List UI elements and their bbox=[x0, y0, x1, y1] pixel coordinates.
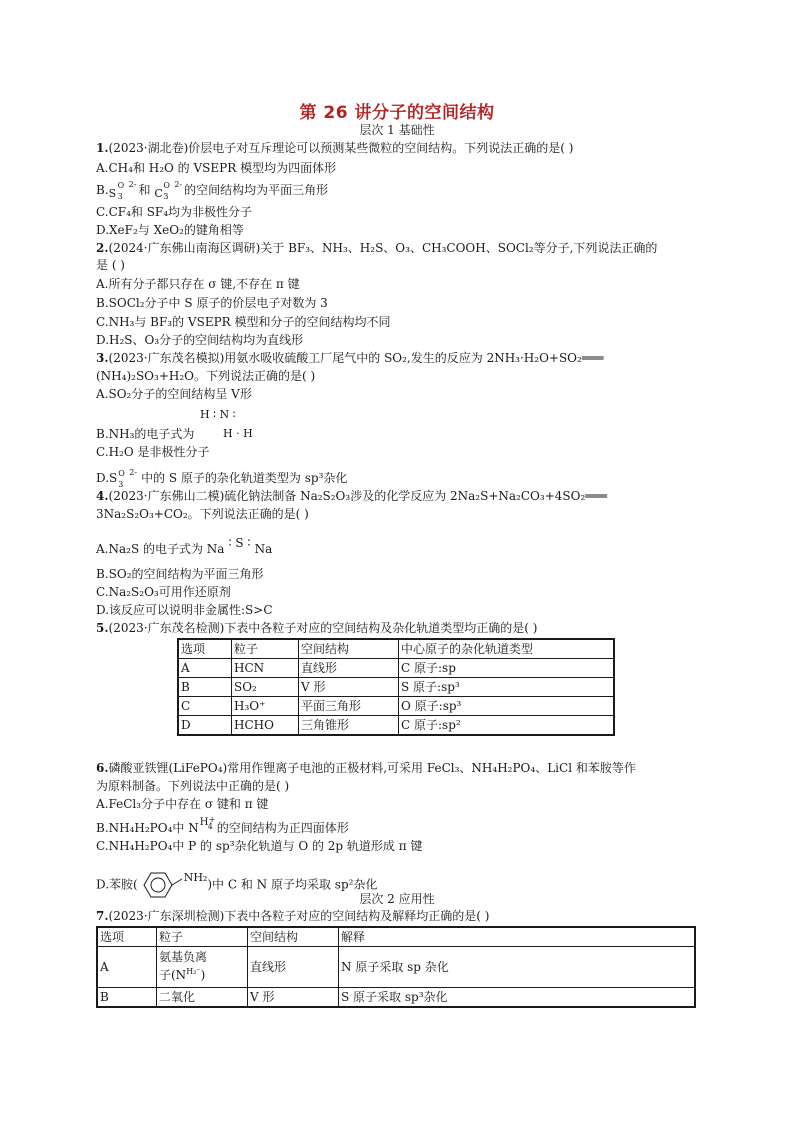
q2-option-b: B.SOCl₂分子中 S 原子的价层电子对数为 3 bbox=[96, 296, 328, 310]
q6-stem-text: 磷酸亚铁锂(LiFePO₄)常用作锂离子电池的正极材料,可采用 FeCl₃、NH₄H₂PO₄、LiCl 和苯胺等作 bbox=[108, 761, 636, 775]
header-cell: 粒子 bbox=[157, 927, 248, 947]
q3-stem-line1 bbox=[96, 350, 604, 366]
so3-ion: S O 3 2- bbox=[108, 179, 137, 201]
q2-stem-line1 bbox=[96, 240, 657, 256]
q3-stem-text: (2023·广东茂名模拟)用氨水吸收硫酸工厂尾气中的 SO₂,发生的反应为 2NH₃·H₂O+SO₂═══ bbox=[108, 351, 604, 365]
nh2-ion-superscript: H₂⁻ bbox=[186, 967, 201, 976]
q3-d-prefix: D.S bbox=[96, 471, 118, 485]
q1-b-and: 和 bbox=[138, 183, 151, 197]
header-cell: 空间结构 bbox=[248, 927, 339, 947]
q6-option-c: C.NH₄H₂PO₄中 P 的 sp³杂化轨道与 O 的 2p 轨道形成 π 键 bbox=[96, 839, 423, 853]
table-cell: B bbox=[178, 678, 232, 697]
q4-stem-line1 bbox=[96, 488, 607, 504]
q3-d-suffix: 中的 S 原子的杂化轨道类型为 sp³杂化 bbox=[141, 471, 348, 485]
q6-stem-line2: 为原料制备。下列说法中正确的是( ) bbox=[96, 779, 290, 793]
table-cell: B bbox=[97, 988, 157, 1008]
q3-number: 3. bbox=[96, 351, 109, 365]
q1-stem bbox=[96, 140, 573, 156]
q4-number: 4. bbox=[96, 489, 109, 503]
level-2-heading: 层次 2 应用性 bbox=[359, 892, 435, 906]
q1-option-b bbox=[96, 179, 329, 201]
q6-option-b bbox=[96, 814, 349, 837]
q2-stem-text: (2024·广东佛山南海区调研)关于 BF₃、NH₃、H₂S、O₃、CH₃COOH、SOCl₂等分子,下列说法正确的 bbox=[108, 241, 658, 255]
table-cell: HCN bbox=[232, 659, 299, 678]
q4-stem-line2: 3Na₂S₂O₃+CO₂。下列说法正确的是( ) bbox=[96, 507, 309, 521]
q4-option-b: B.SO₂的空间结构为平面三角形 bbox=[96, 567, 264, 581]
q1-number: 1. bbox=[96, 141, 109, 155]
q7-stem bbox=[96, 908, 489, 924]
particle-line2-text: 子(N bbox=[159, 968, 187, 982]
q6-number: 6. bbox=[96, 761, 109, 775]
table-row bbox=[178, 659, 614, 678]
table-header-row bbox=[178, 639, 614, 659]
q3-option-b: B.NH₃的电子式为 bbox=[96, 427, 195, 441]
table-cell: V 形 bbox=[299, 678, 399, 697]
q4-a-suffix: Na bbox=[254, 542, 273, 556]
table-header-row bbox=[97, 927, 695, 947]
q7-table bbox=[96, 926, 696, 1008]
q6-d-prefix: D.苯胺( bbox=[96, 877, 138, 892]
q5-stem bbox=[96, 620, 537, 636]
q6-option-a: A.FeCl₃分子中存在 σ 键和 π 键 bbox=[96, 797, 269, 811]
table-cell: O 原子:sp³ bbox=[399, 697, 615, 716]
page-title: 第 26 讲分子的空间结构 bbox=[299, 103, 495, 123]
header-cell: 选项 bbox=[97, 927, 157, 947]
table-cell: S 原子:sp³ bbox=[399, 678, 615, 697]
q2-option-c: C.NH₃与 BF₃的 VSEPR 模型和分子的空间结构均不同 bbox=[96, 315, 391, 329]
na2s-electron-formula: ∶ S ∶ bbox=[228, 536, 251, 550]
nh4-ion: H 4 + bbox=[199, 814, 216, 831]
nh3-electron-formula-bottom: H · H bbox=[223, 427, 253, 440]
q1-stem-text: (2023·湖北卷)价层电子对互斥理论可以预测某些微粒的空间结构。下列说法正确的是( ) bbox=[108, 141, 574, 155]
q1-option-d: D.XeF₂与 XeO₂的键角相等 bbox=[96, 223, 244, 237]
q4-option-a bbox=[96, 536, 273, 557]
q1-option-c: C.CF₄和 SF₄均为非极性分子 bbox=[96, 205, 253, 219]
q4-option-d: D.该反应可以说明非金属性:S>C bbox=[96, 603, 273, 617]
table-cell: N 原子采取 sp 杂化 bbox=[339, 947, 696, 988]
table-row bbox=[178, 678, 614, 697]
particle-line2: 子$(N^{H_2^-})$ bbox=[159, 967, 206, 982]
q1-b-prefix: B. bbox=[96, 183, 109, 197]
q3-option-d bbox=[96, 467, 348, 489]
table-cell: SO₂ bbox=[232, 678, 299, 697]
header-cell: 解释 bbox=[339, 927, 696, 947]
table-cell: C bbox=[178, 697, 232, 716]
header-cell: 粒子 bbox=[232, 639, 299, 659]
table-cell: S 原子采取 sp³杂化 bbox=[339, 988, 696, 1008]
q2-stem-line2: 是 ( ) bbox=[96, 258, 125, 272]
table-cell: 二氧化 bbox=[157, 988, 248, 1008]
q4-a-prefix: A.Na₂S 的电子式为 Na bbox=[96, 542, 225, 556]
nh3-electron-formula-top: H ∶ N ∶ bbox=[200, 408, 236, 421]
table-row bbox=[178, 716, 614, 736]
q5-table bbox=[177, 638, 615, 736]
q1-option-a: A.CH₄和 H₂O 的 VSEPR 模型均为四面体形 bbox=[96, 161, 337, 175]
header-cell: 中心原子的杂化轨道类型 bbox=[399, 639, 615, 659]
q4-option-c: C.Na₂S₂O₃可用作还原剂 bbox=[96, 585, 231, 599]
q7-number: 7. bbox=[96, 909, 109, 923]
q6-b-prefix: B.NH₄H₂PO₄中 N bbox=[96, 821, 199, 835]
q6-b-suffix: 的空间结构为正四面体形 bbox=[216, 821, 349, 835]
table-cell: A bbox=[97, 947, 157, 988]
level-1-heading: 层次 1 基础性 bbox=[359, 123, 435, 137]
header-cell: 选项 bbox=[178, 639, 232, 659]
so3-ion-d: O 3 2- bbox=[118, 467, 138, 489]
q7-stem-text: (2023·广东深圳检测)下表中各粒子对应的空间结构及解释均正确的是( ) bbox=[108, 909, 490, 923]
table-cell: 三角锥形 bbox=[299, 716, 399, 736]
table-cell: C 原子:sp bbox=[399, 659, 615, 678]
table-cell: D bbox=[178, 716, 232, 736]
q2-option-a: A.所有分子都只存在 σ 键,不存在 π 键 bbox=[96, 277, 300, 291]
q2-number: 2. bbox=[96, 241, 109, 255]
q4-stem-text: (2023·广东佛山二模)硫化钠法制备 Na₂S₂O₃涉及的化学反应为 2Na₂S+Na₂CO₃+4SO₂═══ bbox=[108, 489, 607, 503]
q5-number: 5. bbox=[96, 621, 109, 635]
table-row bbox=[97, 947, 695, 988]
table-cell: V 形 bbox=[248, 988, 339, 1008]
table-cell: H₃O⁺ bbox=[232, 697, 299, 716]
table-cell: HCHO bbox=[232, 716, 299, 736]
table-cell: C 原子:sp² bbox=[399, 716, 615, 736]
q3-option-c: C.H₂O 是非极性分子 bbox=[96, 445, 210, 459]
q1-b-suffix: 的空间结构均为平面三角形 bbox=[184, 183, 329, 197]
table-cell: 平面三角形 bbox=[299, 697, 399, 716]
amino-group: NH₂ bbox=[183, 870, 208, 884]
particle-line1: 氨基负离 bbox=[159, 950, 208, 964]
q3-stem-line2: (NH₄)₂SO₃+H₂O。下列说法正确的是( ) bbox=[96, 369, 316, 383]
table-row bbox=[97, 988, 695, 1008]
q6-stem-line1 bbox=[96, 760, 636, 776]
table-cell: 直线形 bbox=[248, 947, 339, 988]
q2-option-d: D.H₂S、O₃分子的空间结构均为直线形 bbox=[96, 333, 304, 347]
table-row bbox=[178, 697, 614, 716]
table-cell: A bbox=[178, 659, 232, 678]
co3-ion: C O 3 2- bbox=[154, 179, 183, 201]
q6-d-suffix: )中 C 和 N 原子均采取 sp²杂化 bbox=[207, 877, 378, 892]
q5-stem-text: (2023·广东茂名检测)下表中各粒子对应的空间结构及杂化轨道类型均正确的是( ) bbox=[108, 621, 538, 635]
table-cell bbox=[157, 947, 248, 988]
header-cell: 空间结构 bbox=[299, 639, 399, 659]
q3-option-a: A.SO₂分子的空间结构呈 V形 bbox=[96, 387, 252, 401]
table-cell: 直线形 bbox=[299, 659, 399, 678]
